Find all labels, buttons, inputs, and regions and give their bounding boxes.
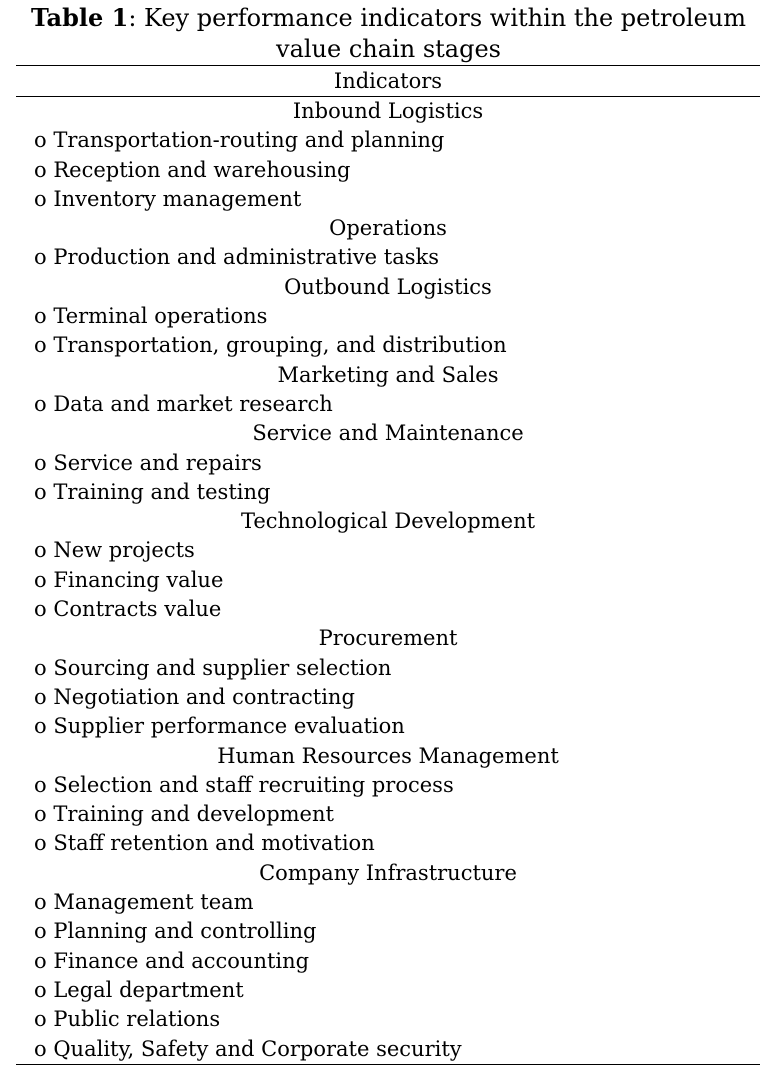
indicator-item <box>16 800 760 829</box>
indicator-label: Finance and accounting <box>53 948 310 973</box>
table-title: : Key performance indicators within the petroleum value chain stages <box>128 4 747 63</box>
indicator-label: Management team <box>53 890 254 915</box>
indicator-label: Training and testing <box>53 479 271 504</box>
group-heading: Company Infrastructure <box>259 860 517 885</box>
indicator-item <box>16 331 760 360</box>
table-label: Table 1 <box>30 3 129 32</box>
indicator-item <box>16 595 760 624</box>
indicator-item <box>16 185 760 214</box>
bullet-marker: o <box>34 772 47 797</box>
indicator-item <box>16 917 760 946</box>
bullet-marker: o <box>34 802 47 827</box>
bullet-marker: o <box>34 304 47 329</box>
indicator-item <box>16 683 760 712</box>
bullet-marker: o <box>34 597 47 622</box>
indicator-label: Reception and warehousing <box>53 157 351 182</box>
bullet-marker: o <box>34 245 47 270</box>
indicator-label: Public relations <box>53 1007 221 1032</box>
indicator-label: Data and market research <box>53 391 333 416</box>
bullet-marker: o <box>34 919 47 944</box>
bullet-marker: o <box>34 1036 47 1061</box>
bullet-marker: o <box>34 684 47 709</box>
indicator-label: New projects <box>53 538 195 563</box>
indicator-label: Service and repairs <box>53 450 262 475</box>
indicator-label: Transportation, grouping, and distribution <box>53 333 507 358</box>
bullet-marker: o <box>34 450 47 475</box>
bullet-marker: o <box>34 655 47 680</box>
indicator-label: Selection and staff recruiting process <box>53 772 454 797</box>
table-top-rule <box>16 65 760 66</box>
bullet-marker: o <box>34 391 47 416</box>
group-heading: Procurement <box>318 626 458 651</box>
indicator-label: Contracts value <box>53 597 222 622</box>
indicator-item <box>16 390 760 419</box>
indicator-label: Transportation-routing and planning <box>53 128 445 153</box>
bullet-marker: o <box>34 1007 47 1032</box>
indicator-item <box>16 243 760 272</box>
indicator-label: Terminal operations <box>53 304 268 329</box>
indicator-item <box>16 947 760 976</box>
bullet-marker: o <box>34 567 47 592</box>
indicator-item <box>16 1035 760 1064</box>
indicator-label: Planning and controlling <box>53 919 317 944</box>
group-heading: Inbound Logistics <box>292 99 484 123</box>
bullet-marker: o <box>34 977 47 1002</box>
indicator-item <box>16 566 760 595</box>
table-bottom-rule <box>16 1064 760 1065</box>
bullet-marker: o <box>34 479 47 504</box>
indicator-item <box>16 1005 760 1034</box>
indicator-item <box>16 829 760 858</box>
indicator-item <box>16 478 760 507</box>
bullet-marker: o <box>34 538 47 563</box>
indicator-item <box>16 976 760 1005</box>
indicator-label: Sourcing and supplier selection <box>53 655 392 680</box>
indicator-label: Inventory management <box>53 186 302 211</box>
group-heading: Operations <box>329 216 447 241</box>
indicator-item <box>16 302 760 331</box>
indicator-label: Negotiation and contracting <box>53 684 355 709</box>
indicator-item <box>16 126 760 155</box>
bullet-marker: o <box>34 831 47 856</box>
indicator-label: Supplier performance evaluation <box>53 714 405 739</box>
indicator-item <box>16 449 760 478</box>
indicator-item <box>16 654 760 683</box>
bullet-marker: o <box>34 186 47 211</box>
group-heading: Service and Maintenance <box>252 421 524 446</box>
bullet-marker: o <box>34 714 47 739</box>
bullet-marker: o <box>34 890 47 915</box>
indicator-label: Training and development <box>53 802 334 827</box>
indicator-item <box>16 888 760 917</box>
table-body <box>16 97 760 1064</box>
indicator-label: Production and administrative tasks <box>53 245 440 270</box>
group-heading: Technological Development <box>240 509 536 534</box>
indicator-item <box>16 771 760 800</box>
bullet-marker: o <box>34 128 47 153</box>
indicator-item <box>16 712 760 741</box>
indicator-label: Financing value <box>53 567 224 592</box>
bullet-marker: o <box>34 948 47 973</box>
group-heading: Outbound Logistics <box>284 274 492 299</box>
indicator-label: Legal department <box>53 977 244 1002</box>
column-header-indicators: Indicators <box>333 69 443 93</box>
indicator-label: Quality, Safety and Corporate security <box>53 1036 462 1061</box>
group-heading: Human Resources Management <box>217 743 559 768</box>
indicator-item <box>16 536 760 565</box>
bullet-marker: o <box>34 333 47 358</box>
bullet-marker: o <box>34 157 47 182</box>
group-heading: Marketing and Sales <box>277 362 499 387</box>
table-caption <box>0 2 767 65</box>
indicator-label: Staff retention and motivation <box>53 831 375 856</box>
indicator-item <box>16 156 760 185</box>
